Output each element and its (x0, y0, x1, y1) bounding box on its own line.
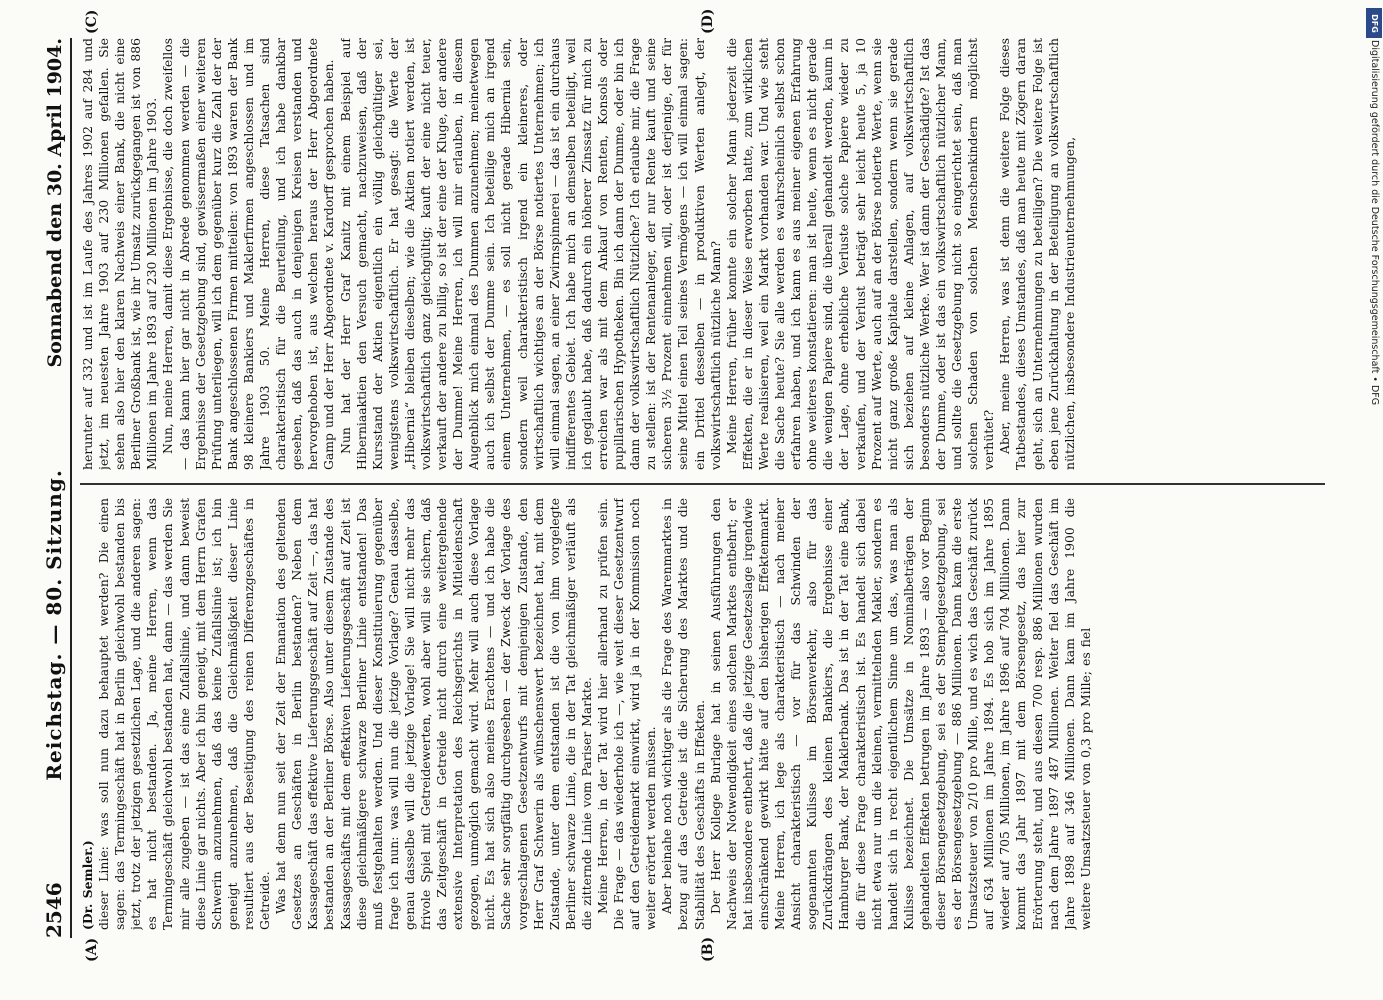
margin-marker-d: (D) (700, 8, 716, 34)
digitization-note (1368, 40, 1382, 980)
left-column (80, 498, 1325, 930)
paragraph: Aber, meine Herren, was ist denn die weitere Folge dieses Tatbestandes, dieses Umstandes, daß man heute mit Zögern daran geht, sich an Unternehmungen zu beteiligen? Die weitere Folge ist eben jene Zurückhaltung in der Beteiligung an volkswirtschaftlich nützlichen, insbesondere Industrieunternehmungen, (997, 38, 1077, 470)
paragraph: Nun hat der Herr Graf Kanitz mit einem Beispiel auf Hiberniaaktien den Versuch gemacht, nachzuweisen, daß der Kursstand der Aktien eigentlich ein völlig gleichgültiger sei, wenigstens volkswirtschaftlich. Er hat gesagt: die Werte der „Hibernia“ bleiben dieselben; wie die Aktien notiert werden, ist volkswirtschaftlich ganz gleichgültig; kauft der eine nicht teuer, verkauft der andere zu billig, so ist der eine der Kluge, der andere der Dumme! Meine Herren, ich will mir erlauben, in diesem Augenblick mich einmal des Dummen anzunehmen; meinetwegen auch ich selbst der Dumme sein. Ich beteilige mich an irgend einem Unternehmen, — es soll nicht gerade Hibernia sein, sondern weil charakteristisch irgend ein kleineres, oder wirtschaftlich wichtiges an der Börse notiertes Unternehmen; ich will einmal sagen, an einer Zwirnspinnerei — das ist ein durchaus indifferentes Gebiet. Ich habe mich an demselben beteiligt, weil ich geglaubt habe, daß dadurch ein höherer Zinssatz für mich zu erreichen war als mit dem Ankauf von Renten, Konsols oder pupillarischen Hypotheken. Bin ich dann der Dumme, oder bin ich dann der volkswirtschaftlich Nützliche? Ich erlaube mir, die Frage zu stellen: ist der Rentenanleger, der nur Rente kauft und seine sicheren 3½ Prozent einnehmen will, oder ist derjenige, der für seine Mittel einen Teil seines Vermögens — ich will einmal sagen: ein Drittel desselben — in produktiven Werten anlegt, der volkswirtschaftlich nützliche Mann? (337, 38, 723, 470)
margin-marker-c: (C) (84, 9, 100, 34)
margin-marker-b: (B) (700, 936, 716, 962)
page-number: 2546 (42, 882, 66, 938)
paragraph: dieser Linie: was soll nun dazu behauptet werden? Die einen sagen: das Termingeschäft hat in Berlin gleichwohl bestanden bis jetzt, trotz der jetzigen gesetzlichen Lage, und die anderen sagen: es hat nicht bestanden. Ja, meine Herren, wenn das Termingeschäft gleichwohl bestanden hat, dann — das werden Sie mir alle zugeben — ist das eine Zufallslinie, und dann beweist diese Linie gar nichts. Aber ich bin geneigt, mit dem Herrn Grafen Schwerin anzunehmen, daß das keine Zufallslinie ist; ich bin geneigt anzunehmen, daß die Gleichmäßigkeit dieser Linie resultiert aus der Beseitigung des reinen Differenzgeschäftes in Getreide. (96, 498, 273, 930)
paragraph: herunter auf 332 und ist im Laufe des Jahres 1902 auf 284 und jetzt, im neuesten Jahre 1903 auf 230 Millionen gefallen. Sie sehen also hier den klaren Nachweis einer Bank, die nicht eine Berliner Großbank ist, wie ihr Umsatz zurückgegangen ist von 886 Millionen im Jahre 1893 auf 230 Millionen im Jahre 1903. (80, 38, 160, 470)
speaker-name: (Dr. Semler.) (80, 840, 95, 930)
paragraph: Meine Herren, früher konnte ein solcher Mann jederzeit die Effekten, die er in dieser Weise erworben hatte, zum wirklichen Werte realisieren, weil ein Markt vorhanden war. Und wie steht die Sache heute? Sie alle werden es wahrscheinlich selbst schon erfahren haben, und ich kann es aus meiner eigenen Erfahrung ohne weiteres konstatieren: man ist heute, wenn es nicht gerade die wenigen Papiere sind, die überall gehandelt werden, kaum in der Lage, ohne erhebliche Verluste solche Papiere wieder zu verkaufen, und der Verlust beträgt sehr leicht heute 5, ja 10 Prozent auf Werte, auch auf an der Börse notierte Werte, wenn sie nicht ganz große Kapitale darstellen, sondern wenn sie gerade sich beziehen auf kleine Anlagen, auf volkswirtschaftlich besonders nützliche Werke. Wer ist dann der Geschädigte? Ist das der Dumme, oder ist das ein volkswirtschaftlich nützlicher Mann, und sollte die Gesetzgebung nicht so eingerichtet sein, daß man solchen Schaden von solchen Menschenkindern möglichst verhütet? (723, 38, 997, 470)
right-column (80, 38, 1325, 470)
paragraph: Aber beinahe noch wichtiger als die Frage des Warenmarktes in bezug auf das Getreide ist die Sicherung des Marktes und die Stabilität des Geschäfts in Effekten. (659, 498, 707, 930)
column-divider (80, 484, 1325, 486)
page-header (38, 38, 72, 938)
dfg-logo (1366, 8, 1382, 38)
paragraph: Meine Herren, in der Tat wird hier allerhand zu prüfen sein. Die Frage — das wiederhole ich —, wie weit dieser Gesetzentwurf auf den Getreidemarkt einwirkt, wird ja in der Kommission noch weiter erörtert werden müssen. (595, 498, 659, 930)
digitization-note-text: Digitalisierung gefördert durch die Deutsche Forschungsgemeinschaft • DFG (1369, 40, 1380, 406)
paragraph: Nun, meine Herren, damit diese Ergebnisse, die doch zweifellos — das kann hier gar nicht in Abrede genommen werden — die Ergebnisse der Gesetzgebung sind, gewissermaßen einer weiteren Prüfung unterliegen, will ich dem gegenüber kurz die Zahl der der Bank angeschlossenen Firmen mitteilen: von 1893 waren der Bank 98 kleinere Bankiers und Maklerfirmen angeschlossen und im Jahre 1903 50. Meine Herren, diese Tatsachen sind charakteristisch für die Beurteilung, und ich habe dankbar gesehen, daß das auch in denjenigen Kreisen verstanden und hervorgehoben ist, aus welchen heraus der Herr Abgeordnete Gamp und der Herr Abgeordnete v. Kardorff gesprochen haben. (160, 38, 337, 470)
dfg-logo-text: DFG (1369, 13, 1379, 33)
session-date: Sonnabend den 30. April 1904. (44, 38, 66, 368)
session-title: Reichstag. — 80. Sitzung. (42, 469, 66, 781)
paragraph: Der Herr Kollege Burlage hat in seinen Ausführungen den Nachweis der Notwendigkeit eines solchen Marktes entbehrt; er hat insbesondere entbehrt, daß die jetzige Gesetzeslage irgendwie einschränkend gewirkt hätte auf den bisherigen Effektenmarkt. Meine Herren, ich lege als charakteristisch — nach meiner Ansicht charakteristisch — vor für das Schwinden der sogenannten Kulisse im Börsenverkehr, also für das Zurückdrängen des kleinen Bankiers, die Ergebnisse einer Hamburger Bank, der Maklerbank. Das ist in der Tat eine Bank, die für diese Frage charakteristisch ist. Es handelt sich dabei nicht etwa nur um die kleinen, vermittelnden Makler, sondern es handelt sich in recht eigentlichem Sinne um das, was man als Kulisse bezeichnet. Die Umsätze in Nominalbeträgen der gehandelten Effekten betrugen im Jahre 1893 — also vor Beginn dieser Börsengesetzgebung, sei es der Stempelgesetzgebung, sei es der Börsengesetzgebung — 886 Millionen. Dann kam die erste Umsatzsteuer von 2/10 pro Mille, und es wich das Geschäft zurück auf 634 Millionen im Jahre 1894. Es hob sich im Jahre 1895 wieder auf 705 Millionen, im Jahre 1896 auf 704 Millionen. Dann kommt das Jahr 1897 mit dem Börsengesetz, das hier zur Erörterung steht, und aus diesen 700 resp. 886 Millionen wurden nach dem Jahre 1897 487 Millionen. Weiter fiel das Geschäft im Jahre 1898 auf 346 Millionen. Dann kam im Jahre 1900 die weitere Umsatzsteuer von 0,3 pro Mille; es fiel (707, 498, 1093, 930)
margin-marker-a: (A) (84, 937, 100, 962)
paragraph: Was hat denn nun seit der Zeit der Emanation des geltenden Gesetzes an Geschäften in Berlin bestanden? Neben dem Kassageschäft das effektive Lieferungsgeschäft auf Zeit —, das hat bestanden an der Berliner Börse. Also unter diesem Zustande des Kassageschäfts mit dem effektiven Lieferungsgeschäft auf Zeit ist diese gleichmäßigere schwarze Berliner Linie entstanden! Das muß festgehalten werden. Und dieser Konstituierung gegenüber frage ich nun: was will nun die jetzige Vorlage? Genau dasselbe, genau dasselbe will die jetzige Vorlage! Sie will nicht mehr das frivole Spiel mit Getreidewerten, wohl aber will sie sichern, daß das Zeitgeschäft in Getreide nicht durch eine weitergehende extensive Interpretation des Reichsgerichts in Mitleidenschaft gezogen, unmöglich gemacht wird. Mehr will auch diese Vorlage nicht. Es hat sich also meines Erachtens — und ich habe die Sache sehr sorgfältig durchgesehen — der Zweck der Vorlage des vorgeschlagenen Gesetzentwurfs mit demjenigen Zustande, den Herr Graf Schwerin als wünschenswert bezeichnet hat, mit dem Zustande, unter dem entstanden ist die von ihm vorgelegte Berliner schwarze Linie, die in der Tat gleichmäßiger verläuft als die zitternde Linie vom Pariser Markte. (273, 498, 594, 930)
